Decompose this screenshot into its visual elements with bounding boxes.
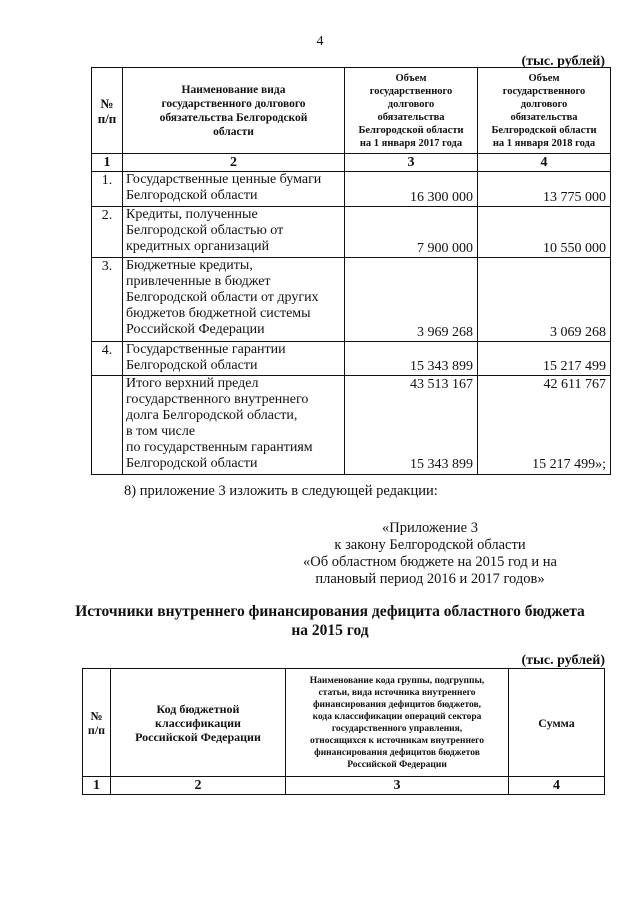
row-name: Государственные ценные бумаги Белгородской области <box>123 172 345 207</box>
table2-unit: (тыс. рублей) <box>521 653 605 668</box>
page-number: 4 <box>316 34 324 49</box>
paragraph-8: 8) приложение 3 изложить в следующей редакции: <box>124 483 438 499</box>
row-name: Государственные гарантии Белгородской области <box>123 342 345 376</box>
row-value-2018: 3 069 268 <box>478 258 611 342</box>
section-title <box>60 602 600 640</box>
header-obligation-type: Наименование вида государственного долгового обязательства Белгородской области <box>123 68 345 154</box>
row-value-2017: 15 343 899 <box>345 342 478 376</box>
column-number: 2 <box>123 154 345 172</box>
section-title-line: на 2015 год <box>291 622 369 639</box>
row-value-2018: 13 775 000 <box>478 172 611 207</box>
annex-line: «Приложение 3 <box>382 520 478 536</box>
header-volume-2018: Объем государственного долгового обязательства Белгородской области на 1 января 2018 года <box>478 68 611 154</box>
table-row <box>92 207 611 258</box>
header-number: № п/п <box>83 669 111 777</box>
row-value-2017: 3 969 268 <box>345 258 478 342</box>
table-row <box>92 258 611 342</box>
row-number: 2. <box>92 207 123 258</box>
row-value-2017: 7 900 000 <box>345 207 478 258</box>
row-number: 3. <box>92 258 123 342</box>
row-value-2018: 15 217 499 <box>478 342 611 376</box>
header-volume-2017: Объем государственного долгового обязательства Белгородской области на 1 января 2017 года <box>345 68 478 154</box>
column-number: 3 <box>345 154 478 172</box>
table-row <box>92 342 611 376</box>
section-title-line: Источники внутреннего финансирования дефицита областного бюджета <box>75 603 585 620</box>
total-name: Итого верхний предел государственного внутреннего долга Белгородской области, в том числе по государственным гарантиям Белгородской области <box>123 376 345 475</box>
column-number: 2 <box>111 777 286 795</box>
total-cell-2017 <box>345 376 478 475</box>
row-number: 1. <box>92 172 123 207</box>
row-value-2018: 10 550 000 <box>478 207 611 258</box>
annex-line: плановый период 2016 и 2017 годов» <box>315 571 545 587</box>
row-name: Бюджетные кредиты, привлеченные в бюджет Белгородской области от других бюджетов бюджетной системы Российской Федерации <box>123 258 345 342</box>
annex-line: «Об областном бюджете на 2015 год и на <box>303 554 557 570</box>
header-number: № п/п <box>92 68 123 154</box>
header-sum: Сумма <box>509 669 605 777</box>
row-number: 4. <box>92 342 123 376</box>
total-row <box>92 376 611 475</box>
column-number: 3 <box>286 777 509 795</box>
table1-unit: (тыс. рублей) <box>521 54 605 69</box>
total-value-2018: 42 611 767 <box>543 377 606 392</box>
total-cell-2018 <box>478 376 611 475</box>
annex-heading <box>300 520 560 588</box>
header-budget-code: Код бюджетной классификации Российской Федерации <box>111 669 286 777</box>
total-value-2017: 43 513 167 <box>410 377 473 392</box>
financing-sources-table <box>82 668 605 795</box>
header-code-name: Наименование кода группы, подгруппы, статьи, вида источника внутреннего финансирования дефицитов бюджетов, кода классификации операций сектора государственного управления, относящихся к источникам внутреннего финансирования дефицитов бюджетов Российской Федерации <box>286 669 509 777</box>
column-number: 1 <box>83 777 111 795</box>
table-row <box>92 172 611 207</box>
guarantees-value-2018: 15 217 499»; <box>532 457 606 472</box>
column-number: 4 <box>509 777 605 795</box>
debt-limit-table <box>91 67 611 475</box>
row-value-2017: 16 300 000 <box>345 172 478 207</box>
column-number: 1 <box>92 154 123 172</box>
column-number: 4 <box>478 154 611 172</box>
guarantees-value-2017: 15 343 899 <box>410 457 473 472</box>
annex-line: к закону Белгородской области <box>334 537 526 553</box>
row-name: Кредиты, полученные Белгородской областью от кредитных организаций <box>123 207 345 258</box>
